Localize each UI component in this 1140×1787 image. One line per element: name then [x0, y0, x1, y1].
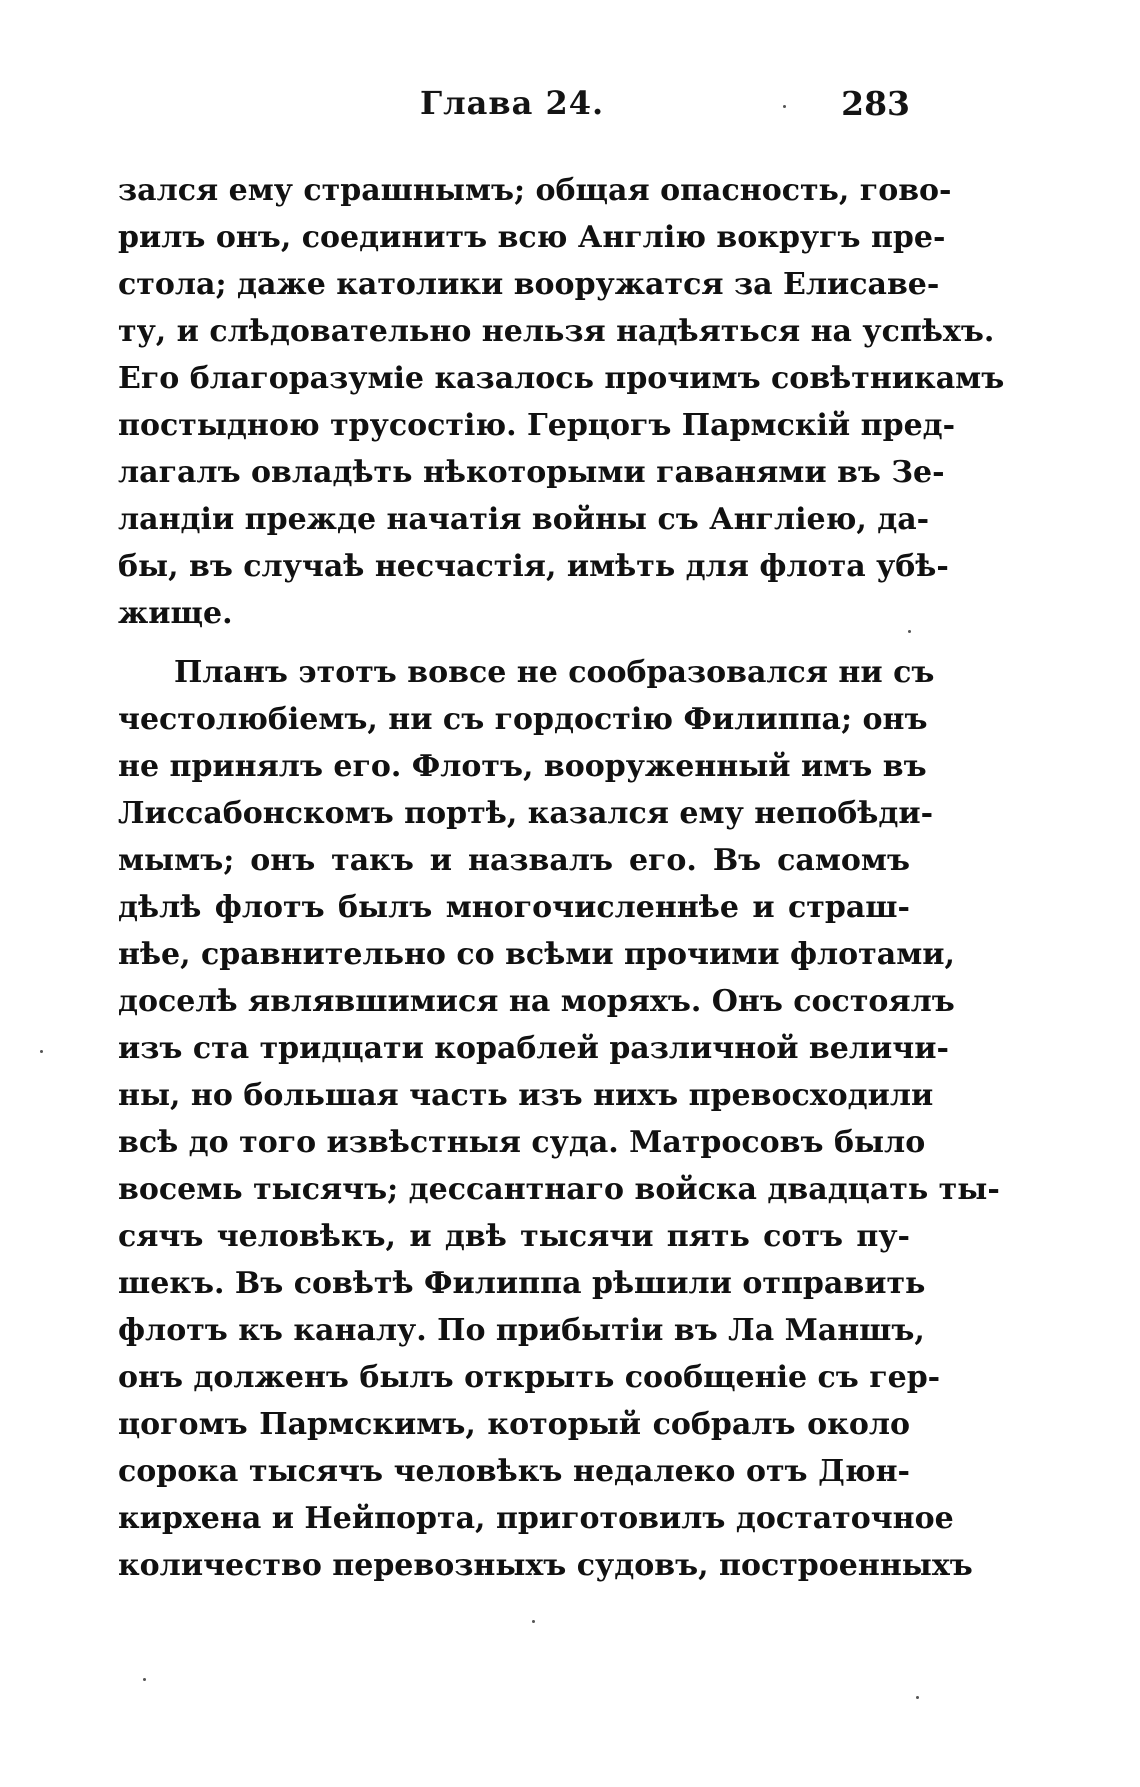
text-line: стола; даже католики вооружатся за Елисаве- — [118, 267, 940, 302]
text-line: кирхена и Нейпорта, приготовилъ достаточное — [118, 1501, 954, 1536]
text-line: доселѣ являвшимися на моряхъ. Онъ состоялъ — [118, 984, 955, 1019]
text-line: бы, въ случаѣ несчастія, имѣть для флота убѣ- — [118, 549, 949, 584]
text-line: цогомъ Пармскимъ, который собралъ около — [118, 1407, 910, 1442]
text-line: постыдною трусостію. Герцогъ Пармскій пред- — [118, 408, 956, 443]
text-line: лагалъ овладѣть нѣкоторыми гаванями въ Зе- — [118, 455, 945, 490]
text-line: ны, но большая часть изъ нихъ превосходили — [118, 1078, 934, 1113]
text-line: не принялъ его. Флотъ, вооруженный имъ въ — [118, 749, 927, 784]
paragraph-2 — [118, 649, 1000, 1589]
text-line: восемь тысячъ; дессантнаго войска двадцать ты- — [118, 1172, 1000, 1207]
paragraph-spacer — [118, 637, 910, 649]
text-line: Его благоразуміе казалось прочимъ совѣтникамъ — [118, 361, 1005, 396]
text-line: шекъ. Въ совѣтѣ Филиппа рѣшили отправить — [118, 1266, 926, 1301]
text-line: Лиссабонскомъ портѣ, казался ему непобѣди- — [118, 796, 934, 831]
scan-speck — [40, 1050, 43, 1053]
scan-speck — [916, 1696, 919, 1699]
text-line: изъ ста тридцати кораблей различной величи- — [118, 1031, 949, 1066]
text-line: сорока тысячъ человѣкъ недалеко отъ Дюн- — [118, 1454, 910, 1489]
body-text — [118, 167, 1005, 1589]
paragraph-1 — [118, 167, 1005, 637]
text-line: рилъ онъ, соединитъ всю Англію вокругъ пре- — [118, 220, 946, 255]
text-line: всѣ до того извѣстныя суда. Матросовъ было — [118, 1125, 926, 1160]
scan-speck — [532, 1620, 535, 1623]
text-line: ландіи прежде начатія войны съ Англіею, да- — [118, 502, 930, 537]
text-line: флотъ къ каналу. По прибытіи въ Ла Маншъ, — [118, 1313, 925, 1348]
text-line: зался ему страшнымъ; общая опасность, гово- — [118, 173, 952, 208]
scan-speck — [143, 1678, 146, 1681]
running-header — [118, 84, 910, 134]
text-line: онъ долженъ былъ открыть сообщеніе съ гер- — [118, 1360, 941, 1395]
scan-speck — [908, 630, 911, 633]
scan-speck — [783, 105, 786, 108]
text-line: Планъ этотъ вовсе не сообразовался ни съ — [174, 655, 935, 690]
text-line: дѣлѣ флотъ былъ многочисленнѣе и страш- — [118, 890, 910, 925]
chapter-title: Глава 24. — [420, 84, 605, 122]
text-line: сячъ человѣкъ, и двѣ тысячи пять сотъ пу- — [118, 1219, 910, 1254]
text-line: мымъ; онъ такъ и назвалъ его. Въ самомъ — [118, 843, 910, 878]
page-number: 283 — [841, 84, 910, 123]
text-line: нѣе, сравнительно со всѣми прочими флотами, — [118, 937, 955, 972]
text-line: жище. — [118, 596, 233, 631]
text-line: честолюбіемъ, ни съ гордостію Филиппа; онъ — [118, 702, 928, 737]
text-line: количество перевозныхъ судовъ, построенныхъ — [118, 1548, 973, 1583]
text-line: ту, и слѣдовательно нельзя надѣяться на успѣхъ. — [118, 314, 995, 349]
